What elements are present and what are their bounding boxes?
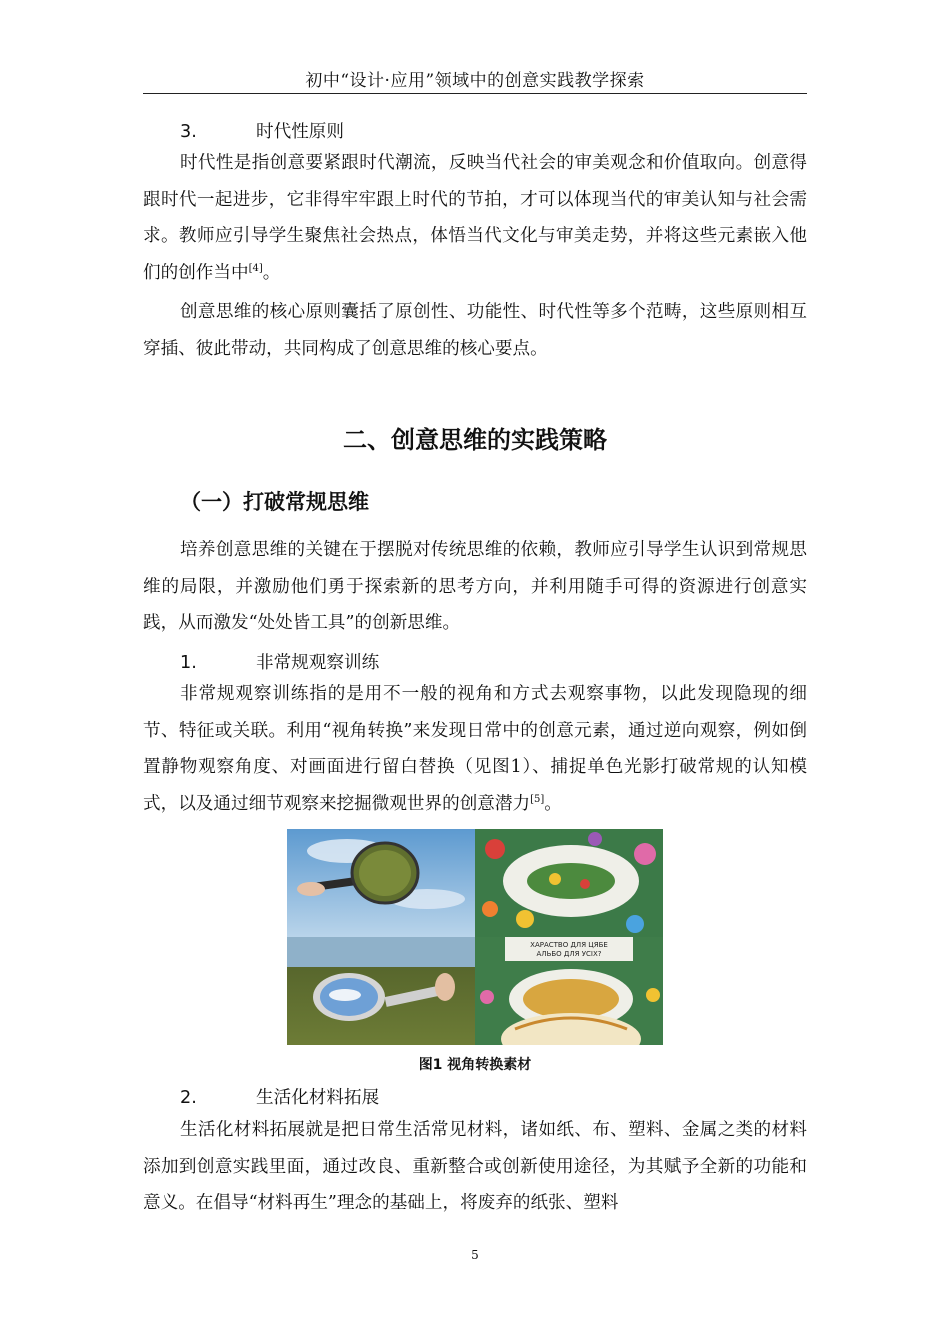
heading-sec3 (180, 118, 344, 143)
page-number: 5 (471, 1248, 479, 1262)
paragraph-end: 。 (544, 793, 562, 814)
heading-item1 (180, 649, 379, 674)
paragraph-text: 时代性是指创意要紧跟时代潮流，反映当代社会的审美观念和价值取向。创意得跟时代一起进步，它非得牢牢跟上时代的节拍，才可以体现当代的审美认知与社会需求。教师应引导学生聚焦社会热点，体悟当代文化与审美走势，并将这些元素嵌入他们的创作当中 (143, 153, 807, 283)
paragraph-end: 。 (262, 262, 281, 283)
heading-number: 3. (180, 122, 197, 142)
paragraph-item2: 生活化材料拓展就是把日常生活常见材料，诸如纸、布、塑料、金属之类的材料添加到创意实践里面，通过改良、重新整合或创新使用途径，为其赋予全新的功能和意义。在倡导“材料再生”理念的基础上，将废弃的纸张、塑料 (143, 1120, 807, 1213)
photo-sky-magnifier (287, 829, 475, 937)
paragraph-sec3-2: 创意思维的核心原则囊括了原创性、功能性、时代性等多个范畴，这些原则相互穿插、彼此带动，共同构成了创意思维的核心要点。 (143, 302, 807, 359)
header-rule (143, 93, 807, 94)
figure-1 (287, 829, 663, 1045)
citation: [5] (530, 793, 545, 805)
photo-grass-mirror (287, 937, 475, 1045)
poster-text-line2: АЛЬБО ДЛЯ УСІХ? (536, 950, 602, 958)
heading-title: 生活化材料拓展 (256, 1088, 380, 1108)
chapter-heading: 二、创意思维的实践策略 (343, 426, 607, 454)
section-heading: （一）打破常规思维 (180, 490, 369, 514)
citation: [4] (248, 262, 263, 274)
paragraph-section1-intro: 培养创意思维的关键在于摆脱对传统思维的依赖，教师应引导学生认识到常规思维的局限，并激励他们勇于探索新的思考方向，并利用随手可得的资源进行创意实践，从而激发“处处皆工具”的创新思维。 (143, 540, 807, 633)
heading-number: 2. (180, 1088, 197, 1108)
paragraph-sec3-1 (143, 145, 807, 291)
paragraph-text: 非常规观察训练指的是用不一般的视角和方式去观察事物，以此发现隐现的细节、特征或关联。利用“视角转换”来发现日常中的创意元素，通过逆向观察，例如倒置静物观察角度、对画面进行留白替换（见图1）、捕捉单色光影打破常规的认知模式，以及通过细节观察来挖掘微观世界的创意潜力 (143, 684, 807, 814)
paragraph-item1 (143, 676, 807, 822)
poster-face (475, 937, 663, 1045)
heading-title: 时代性原则 (256, 122, 344, 142)
poster-flowers-ring (475, 829, 663, 937)
heading-item2 (180, 1084, 379, 1109)
poster-text-line1: ХАРАСТВО ДЛЯ ЦЯБЕ (530, 941, 608, 949)
running-header: 初中“设计·应用”领域中的创意实践教学探索 (305, 71, 645, 91)
heading-number: 1. (180, 653, 197, 673)
heading-title: 非常规观察训练 (256, 653, 380, 673)
figure-caption: 图1 视角转换素材 (418, 1057, 532, 1073)
